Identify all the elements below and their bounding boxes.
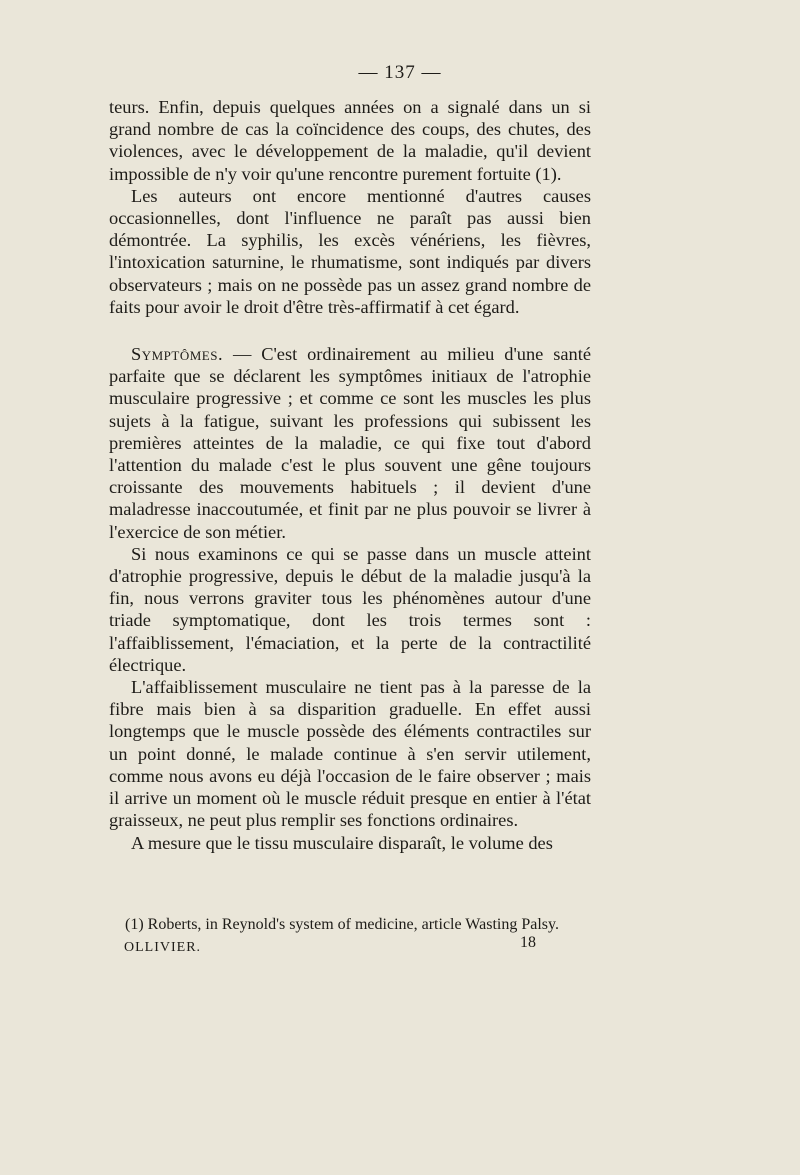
paragraph-triade: Si nous examinons ce qui se passe dans un muscle atteint d'atrophie progressive, depuis le début de la maladie jusqu'à la fin, nous verrons graviter tous les phénomènes autour d'une triade symptomatique, dont les trois termes sont : l'affaiblissement, l'émaciation, et la perte de la contractilité électrique.	[109, 543, 591, 675]
paragraph-1: teurs. Enfin, depuis quelques années on a signalé dans un si grand nombre de cas la coïncidence des coups, des chutes, des violences, avec le développement de la maladie, qu'il devient impossible de n'y voir qu'une rencontre purement fortuite (1).	[109, 97, 591, 184]
symptomes-paragraph	[109, 343, 591, 543]
section-heading: Symptômes.	[131, 344, 224, 365]
paragraph-volume: A mesure que le tissu musculaire disparaît, le volume des	[131, 832, 553, 853]
sheet-number: 18	[520, 934, 536, 951]
paragraph-affaiblissement: L'affaiblissement musculaire ne tient pas à la paresse de la fibre mais bien à sa disparition graduelle. En effet aussi longtemps que le muscle possède des éléments contractiles sur un point donné, le malade continue à s'en servir utilement, comme nous avons eu déjà l'occasion de le faire observer ; mais il arrive un moment où le muscle réduit presque en entier à l'état graisseux, ne peut plus remplir ses fonctions ordinaires.	[109, 677, 591, 831]
section-gap	[109, 318, 591, 343]
printer-signature: OLLIVIER.	[124, 940, 202, 955]
paragraph-2: Les auteurs ont encore mentionné d'autres causes occasionnelles, dont l'influence ne paraît pas aussi bien démontrée. La syphilis, les excès vénériens, les fièvres, l'intoxication saturnine, le rhumatisme, sont indiqués par divers observateurs ; mais on ne possède pas un assez grand nombre de faits pour avoir le droit d'être très-affirmatif à cet égard.	[109, 185, 591, 317]
page-number-header: — 137 —	[358, 62, 442, 83]
footnote: (1) Roberts, in Reynold's system of medicine, article Wasting Palsy.	[125, 916, 559, 933]
symptomes-text: — C'est ordinairement au milieu d'une santé parfaite que se déclarent les symptômes initiaux de l'atrophie musculaire progressive ; et comme ce sont les muscles les plus sujets à la fatigue, suivant les professions qui subissent les premières atteintes de la maladie, ce qui fixe tout d'abord l'attention du malade c'est le plus souvent une gêne toujours croissante des mouvements habituels ; il devient d'une maladresse inaccoutumée, et finit par ne plus pouvoir se livrer à l'exercice de son métier.	[109, 344, 591, 542]
body-text	[109, 96, 591, 854]
